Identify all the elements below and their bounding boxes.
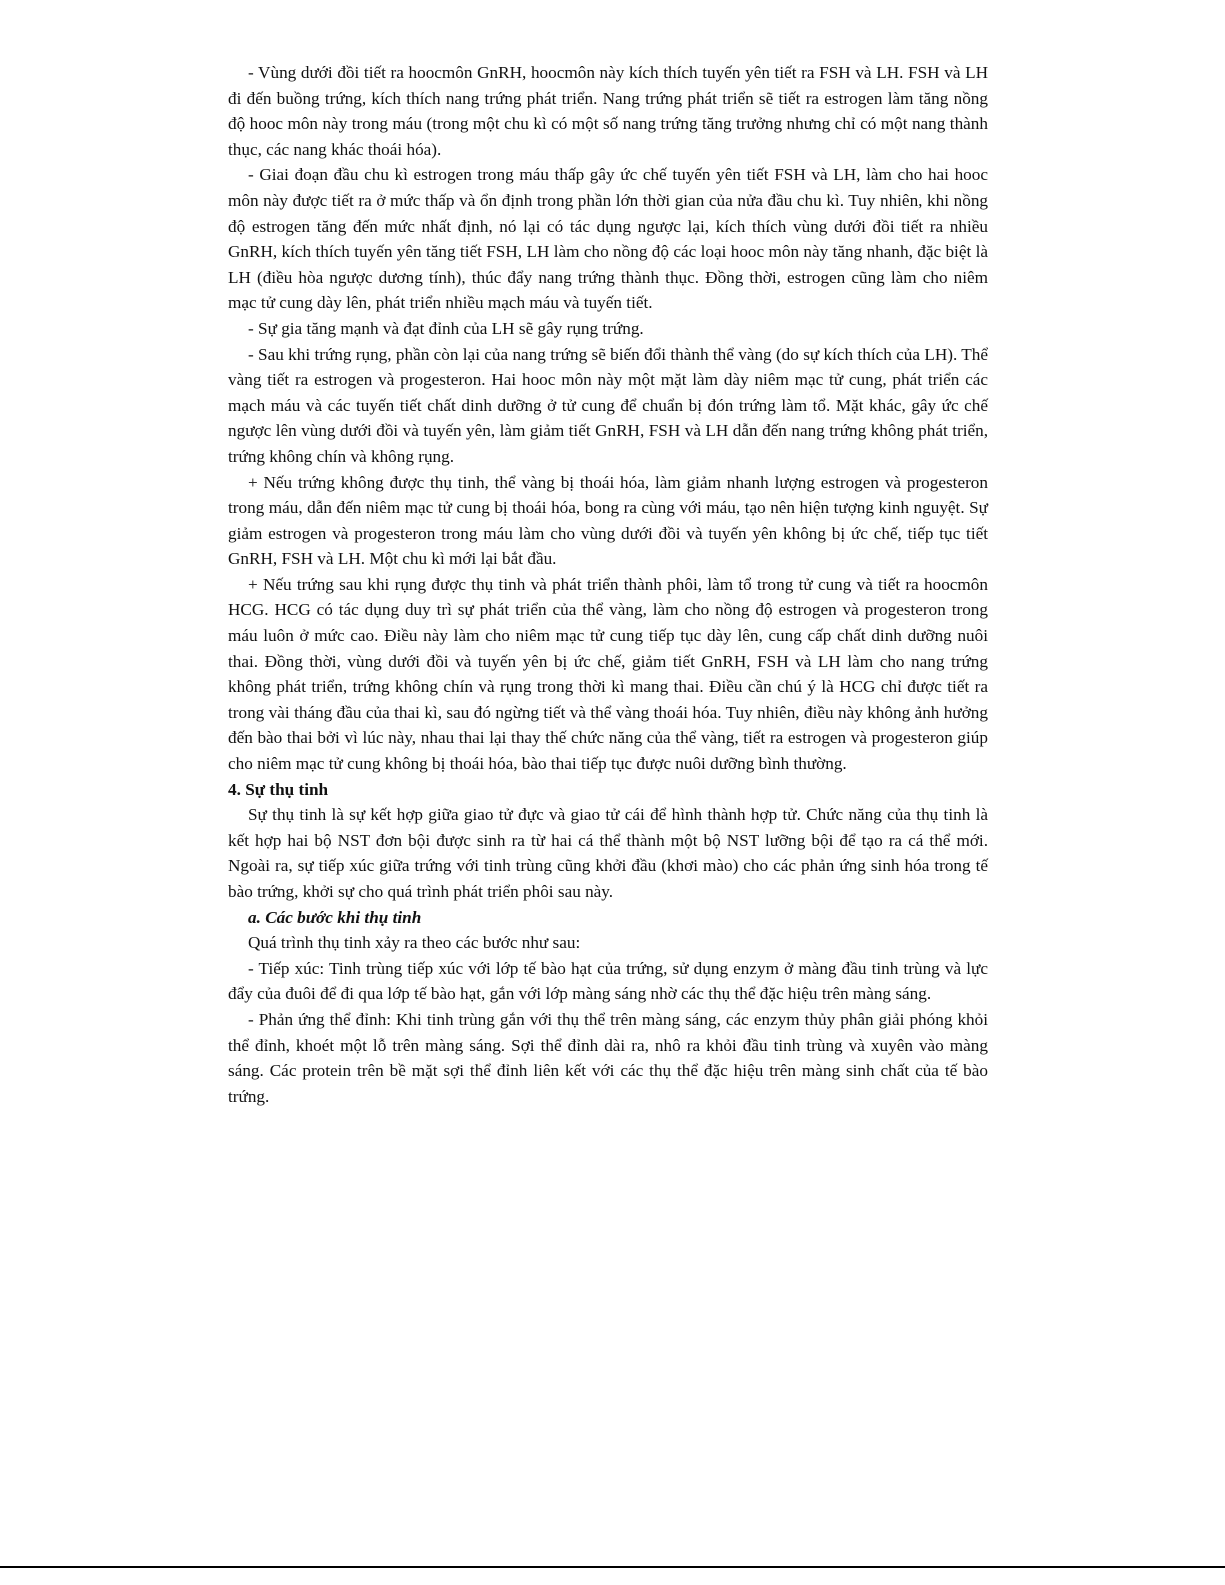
section-heading: 4. Sự thụ tinh bbox=[228, 779, 329, 799]
paragraph-estrogen-feedback: - Giai đoạn đầu chu kì estrogen trong máu thấp gây ức chế tuyến yên tiết FSH và LH, làm cho hai hooc môn này được tiết ra ở mức thấp và ổn định trong phần lớn thời gian của nửa đầu chu kì. Tuy nhiên, khi nồng độ estrogen tăng đến mức nhất định, nó lại có tác dụng ngược lại, kích thích vùng dưới đồi tiết ra nhiều GnRH, kích thích tuyến yên tăng tiết FSH, LH làm cho nồng độ các loại hooc môn này tăng nhanh, đặc biệt là LH (điều hòa ngược dương tính), thúc đẩy nang trứng thành thục. Đồng thời, estrogen cũng làm cho niêm mạc tử cung dày lên, phát triển nhiều mạch máu và tuyến tiết. bbox=[228, 165, 988, 313]
paragraph-steps-intro: Quá trình thụ tinh xảy ra theo các bước như sau: bbox=[248, 933, 581, 953]
subsection-heading: a. Các bước khi thụ tinh bbox=[248, 907, 422, 927]
paragraph-step-contact: - Tiếp xúc: Tinh trùng tiếp xúc với lớp tế bào hạt của trứng, sử dụng enzym ở màng đầu tinh trùng và lực đẩy của đuôi để đi qua lớp tế bào hạt, gắn với lớp màng sáng nhờ các thụ thể đặc hiệu trên màng sáng. bbox=[228, 958, 988, 1004]
paragraph-ovulation: - Sự gia tăng mạnh và đạt đỉnh của LH sẽ gây rụng trứng. bbox=[248, 318, 644, 338]
bottom-border-line bbox=[0, 1566, 1225, 1568]
paragraph-corpus-luteum: - Sau khi trứng rụng, phần còn lại của nang trứng sẽ biến đổi thành thể vàng (do sự kích thích của LH). Thể vàng tiết ra estrogen và progesteron. Hai hooc môn này một mặt làm dày niêm mạc tử cung, phát triển các mạch máu và các tuyến tiết chất dinh dưỡng ở tử cung để chuẩn bị đón trứng làm tổ. Mặt khác, gây ức chế ngược lên vùng dưới đồi và tuyến yên, làm giảm tiết GnRH, FSH và LH dẫn đến nang trứng không phát triển, trứng không chín và không rụng. bbox=[228, 344, 988, 466]
paragraph-fertilization-hcg: + Nếu trứng sau khi rụng được thụ tinh và phát triển thành phôi, làm tổ trong tử cung và tiết ra hoocmôn HCG. HCG có tác dụng duy trì sự phát triển của thể vàng, làm cho nồng độ estrogen và progesteron trong máu luôn ở mức cao. Điều này làm cho niêm mạc tử cung tiếp tục dày lên, cung cấp chất dinh dưỡng nuôi thai. Đồng thời, vùng dưới đồi và tuyến yên bị ức chế, giảm tiết GnRH, FSH và LH làm cho nang trứng không phát triển, trứng không chín và rụng trong thời kì mang thai. Điều cần chú ý là HCG chỉ được tiết ra trong vài tháng đầu của thai kì, sau đó ngừng tiết và thể vàng thoái hóa. Tuy nhiên, điều này không ảnh hưởng đến bào thai bởi vì lúc này, nhau thai lại thay thế chức năng của thể vàng, tiết ra estrogen và progesteron giúp cho niêm mạc tử cung không bị thoái hóa, bào thai tiếp tục được nuôi dưỡng bình thường. bbox=[228, 574, 988, 774]
paragraph-no-fertilization: + Nếu trứng không được thụ tinh, thể vàng bị thoái hóa, làm giảm nhanh lượng estrogen và progesteron trong máu, dẫn đến niêm mạc tử cung bị thoái hóa, bong ra cùng với máu, tạo nên hiện tượng kinh nguyệt. Sự giảm estrogen và progesteron trong máu làm cho vùng dưới đồi và tuyến yên không bị ức chế, tiếp tục tiết GnRH, FSH và LH. Một chu kì mới lại bắt đầu. bbox=[228, 472, 988, 569]
paragraph-section-intro: Sự thụ tinh là sự kết hợp giữa giao tử đực và giao tử cái để hình thành hợp tử. Chức năng của thụ tinh là kết hợp hai bộ NST đơn bội được sinh ra từ hai cá thể thành một bộ NST lưỡng bội để tạo ra cá thể mới. Ngoài ra, sự tiếp xúc giữa trứng với tinh trùng cũng khởi đầu (khơi mào) cho các phản ứng sinh hóa trong tế bào trứng, khởi sự cho quá trình phát triển phôi sau này. bbox=[228, 805, 988, 901]
paragraph-step-acrosome: - Phản ứng thể đỉnh: Khi tinh trùng gắn với thụ thể trên màng sáng, các enzym thủy phân giải phóng khỏi thể đỉnh, khoét một lỗ trên màng sáng. Sợi thể đỉnh dài ra, nhô ra khỏi đầu tinh trùng và xuyên vào màng sáng. Các protein trên bề mặt sợi thể đỉnh liên kết với các thụ thể đặc hiệu trên màng sinh chất của tế bào trứng. bbox=[228, 1009, 988, 1106]
document-page bbox=[228, 60, 988, 1109]
paragraph-gnrh: - Vùng dưới đồi tiết ra hoocmôn GnRH, hoocmôn này kích thích tuyến yên tiết ra FSH và LH. FSH và LH đi đến buồng trứng, kích thích nang trứng phát triển. Nang trứng phát triển sẽ tiết ra estrogen làm tăng nồng độ hooc môn này trong máu (trong một chu kì có một số nang trứng tăng trưởng nhưng chỉ có một nang thành thục, các nang khác thoái hóa). bbox=[228, 63, 988, 159]
